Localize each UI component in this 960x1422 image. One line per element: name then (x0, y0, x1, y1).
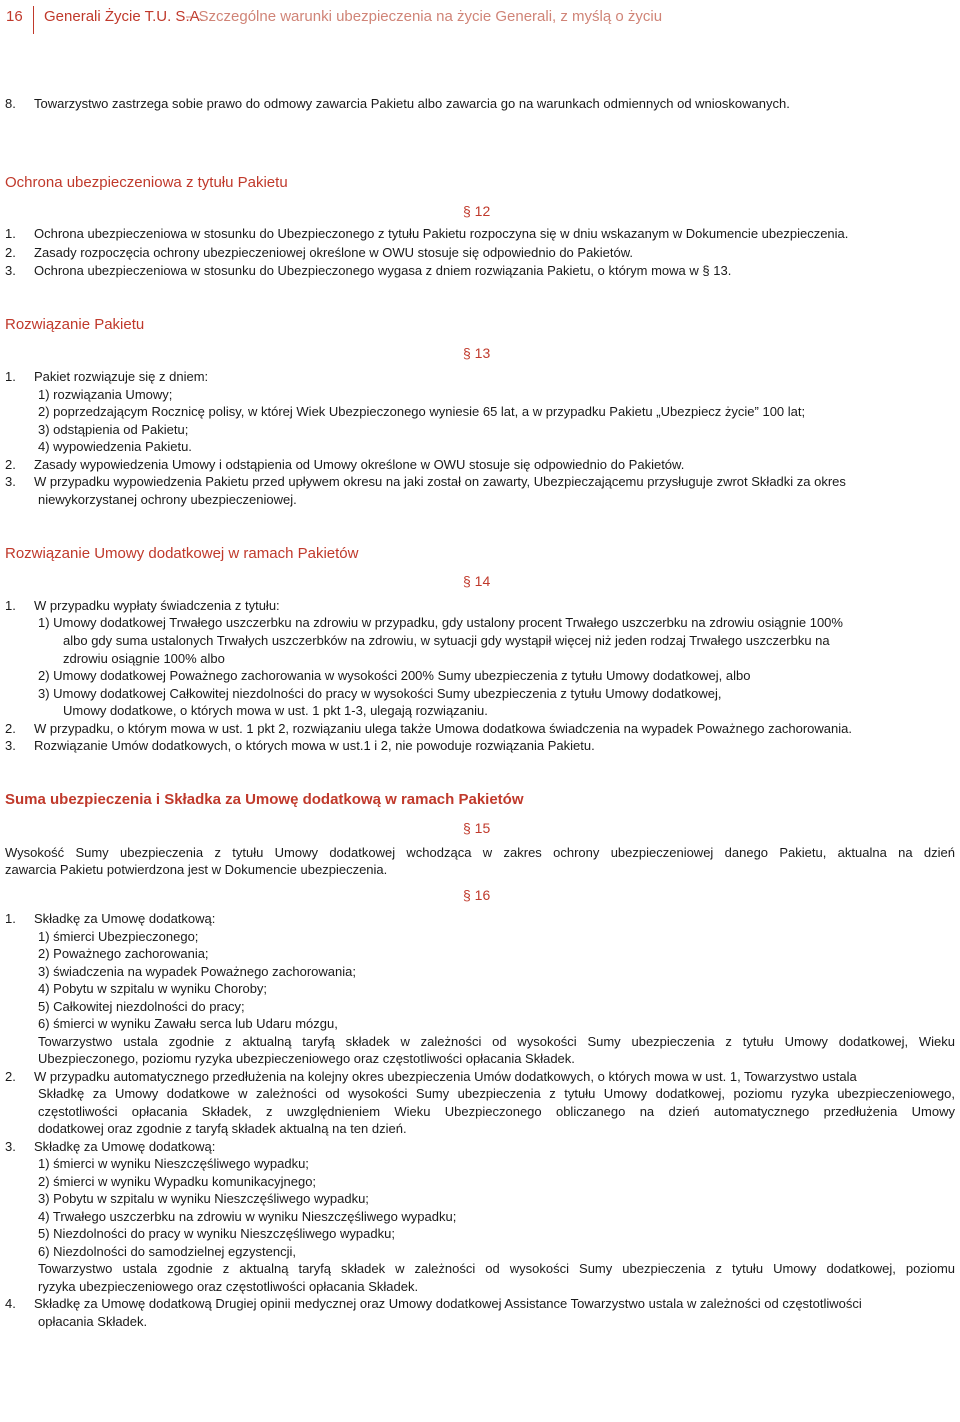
sub-item: 6) Niezdolności do samodzielnej egzystencji, (38, 1244, 296, 1259)
sub-item: 2) śmierci w wyniku Wypadku komunikacyjnego; (38, 1174, 317, 1189)
sub-item: 2) Poważnego zachorowania; (38, 946, 209, 961)
sub-item: 1) śmierci Ubezpieczonego; (38, 929, 199, 944)
list-item: 2. W przypadku automatycznego przedłużenia na kolejny okres ubezpieczenia Umów dodatkowych, o których mowa w ust. 1, Towarzystwo ustala (5, 1069, 857, 1084)
section-heading: Rozwiązanie Pakietu (5, 316, 145, 333)
section-heading: Suma ubezpieczenia i Składka za Umowę dodatkową w ramach Pakietów (5, 791, 524, 808)
list-item: 1. Ochrona ubezpieczeniowa w stosunku do Ubezpieczonego z tytułu Pakietu rozpoczyna się w dniu wskazanym w Dokumencie ubezpieczenia. (5, 226, 849, 241)
sub-item-continuation: zdrowiu osiągnie 100% albo (63, 651, 225, 666)
sub-item: 4) Trwałego uszczerbku na zdrowiu w wyniku Nieszczęśliwego wypadku; (38, 1209, 457, 1224)
document-title: – Szczególne warunki ubezpieczenia na życie Generali, z myślą o życiu (186, 8, 663, 25)
list-item: 2. Zasady wypowiedzenia Umowy i odstąpienia od Umowy określone w OWU stosuje się odpowiednio do Pakietów. (5, 457, 685, 472)
paragraph-text: Towarzystwo ustala zgodnie z aktualną taryfą składek w zależności od wysokości Sumy ubezpieczenia z tytułu Umowy dodatkowej, Wieku (38, 1034, 955, 1049)
list-item: 1. Pakiet rozwiązuje się z dniem: (5, 369, 209, 384)
sub-item: 1) śmierci w wyniku Nieszczęśliwego wypadku; (38, 1156, 309, 1171)
section-heading: Rozwiązanie Umowy dodatkowej w ramach Pakietów (5, 545, 359, 562)
sub-item: 2) Umowy dodatkowej Poważnego zachorowania w wysokości 200% Sumy ubezpieczenia z tytułu Umowy dodatkowej, albo (38, 668, 751, 683)
list-item-continuation: Składkę za Umowy dodatkowe w zależności od wysokości Sumy ubezpieczenia z tytułu Umowy dodatkowej, poziomu ryzyka ubezpieczeniowego, (38, 1086, 955, 1101)
sub-item: 3) Umowy dodatkowej Całkowitej niezdolności do pracy w wysokości Sumy ubezpieczenia z tytułu Umowy dodatkowej, (38, 686, 722, 701)
sub-item: 3) świadczenia na wypadek Poważnego zachorowania; (38, 964, 356, 979)
paragraph-text: Ubezpieczonego, poziomu ryzyka ubezpieczeniowego oraz częstotliwości opłacania Składek. (38, 1051, 575, 1066)
paragraph-number: § 16 (463, 887, 491, 903)
sub-item: 2) poprzedzającym Rocznicę polisy, w której Wiek Ubezpieczonego wyniesie 65 lat, a w przypadku Pakietu „Ubezpiecz życie” 100 lat; (38, 404, 806, 419)
sub-item: 3) odstąpienia od Pakietu; (38, 422, 189, 437)
list-item: 2. W przypadku, o którym mowa w ust. 1 pkt 2, rozwiązaniu ulega także Umowa dodatkowa świadczenia na wypadek Poważnego zachorowania. (5, 721, 852, 736)
list-item-continuation: dodatkowej oraz zgodnie z taryfą składek aktualną na ten dzień. (38, 1121, 407, 1136)
sub-item: 5) Całkowitej niezdolności do pracy; (38, 999, 245, 1014)
paragraph-number: § 12 (463, 203, 491, 219)
list-item-continuation: częstotliwości opłacania Składek, z uwzględnieniem Wieku Ubezpieczonego obliczanego na dzień automatycznego przedłużenia Umowy (38, 1104, 955, 1119)
paragraph-number: § 15 (463, 820, 491, 836)
list-item: 4. Składkę za Umowę dodatkową Drugiej opinii medycznej oraz Umowy dodatkowej Assistance Towarzystwo ustala w zależności od częstotliwości (5, 1296, 862, 1311)
paragraph-text: Wysokość Sumy ubezpieczenia z tytułu Umowy dodatkowej wchodząca w zakres ochrony ubezpieczeniowej danego Pakietu, aktualna na dzień (5, 845, 955, 860)
list-item: 3. Składkę za Umowę dodatkową: (5, 1139, 216, 1154)
header-divider (33, 6, 34, 34)
sub-item: 4) Pobytu w szpitalu w wyniku Choroby; (38, 981, 268, 996)
sub-item: 3) Pobytu w szpitalu w wyniku Nieszczęśliwego wypadku; (38, 1191, 369, 1206)
list-item: 3. Rozwiązanie Umów dodatkowych, o których mowa w ust.1 i 2, nie powoduje rozwiązania Pakietu. (5, 738, 595, 753)
list-item: 1. W przypadku wypłaty świadczenia z tytułu: (5, 598, 280, 613)
list-item-continuation: niewykorzystanej ochrony ubezpieczeniowej. (38, 492, 297, 507)
company-name: Generali Życie T.U. S.A. (44, 8, 204, 25)
page-number: 16 (6, 8, 23, 25)
paragraph-number: § 14 (463, 573, 491, 589)
paragraph-text: zawarcia Pakietu potwierdzona jest w Dokumencie ubezpieczenia. (5, 862, 388, 877)
sub-item: 5) Niezdolności do pracy w wyniku Nieszczęśliwego wypadku; (38, 1226, 395, 1241)
paragraph-text: Towarzystwo ustala zgodnie z aktualną taryfą składek w zależności od wysokości Sumy ubezpieczenia z tytułu Umowy dodatkowej, poziomu (38, 1261, 955, 1276)
section-heading: Ochrona ubezpieczeniowa z tytułu Pakietu (5, 174, 288, 191)
sub-item: 6) śmierci w wyniku Zawału serca lub Udaru mózgu, (38, 1016, 338, 1031)
paragraph-text: ryzyka ubezpieczeniowego oraz częstotliwości opłacania Składek. (38, 1279, 419, 1294)
paragraph-number: § 13 (463, 345, 491, 361)
sub-item-continuation: albo gdy suma ustalonych Trwałych uszczerbków na zdrowiu, w sytuacji gdy wystąpił więcej niż jeden rodzaj Trwałego uszczerbku na (63, 633, 830, 648)
list-item: 1. Składkę za Umowę dodatkową: (5, 911, 216, 926)
list-item: 3. W przypadku wypowiedzenia Pakietu przed upływem okresu na jaki został on zawarty, Ubezpieczającemu przysługuje zwrot Składki za okres (5, 474, 846, 489)
list-item: 3. Ochrona ubezpieczeniowa w stosunku do Ubezpieczonego wygasa z dniem rozwiązania Pakietu, o którym mowa w § 13. (5, 263, 732, 278)
sub-item: 1) Umowy dodatkowej Trwałego uszczerbku na zdrowiu w przypadku, gdy ustalony procent Trwałego uszczerbku na zdrowiu osiągnie 100% (38, 615, 843, 630)
list-item-continuation: opłacania Składek. (38, 1314, 148, 1329)
sub-item: 4) wypowiedzenia Pakietu. (38, 439, 192, 454)
list-item: 2. Zasady rozpoczęcia ochrony ubezpieczeniowej określone w OWU stosuje się odpowiednio do Pakietów. (5, 245, 634, 260)
sub-item-continuation: Umowy dodatkowe, o których mowa w ust. 1 pkt 1-3, ulegają rozwiązaniu. (63, 703, 488, 718)
sub-item: 1) rozwiązania Umowy; (38, 387, 173, 402)
list-item: 8. Towarzystwo zastrzega sobie prawo do odmowy zawarcia Pakietu albo zawarcia go na warunkach odmiennych od wnioskowanych. (5, 96, 790, 111)
